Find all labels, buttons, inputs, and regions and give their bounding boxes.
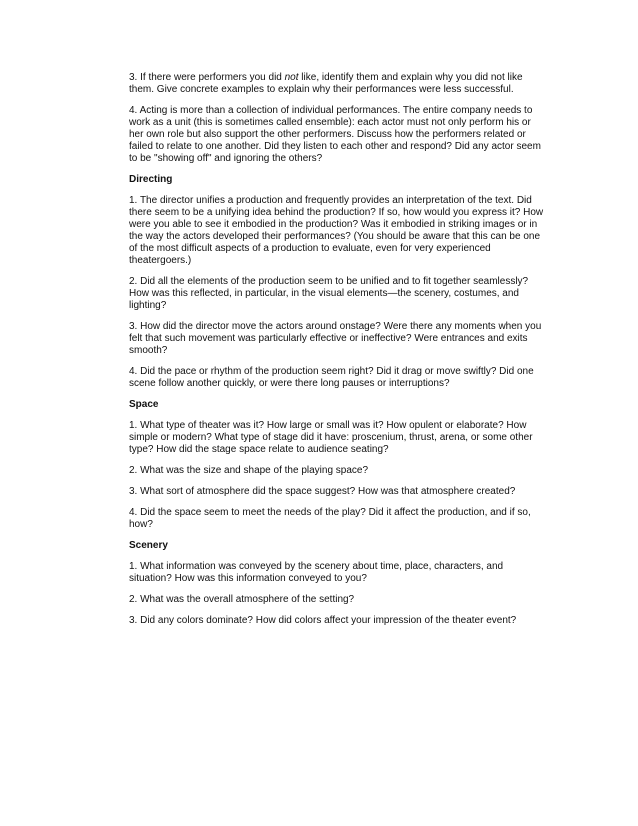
acting-question-4: 4. Acting is more than a collection of individual performances. The entire company needs to work as a unit (this is sometimes called ensemble): each actor must not only perform his or her own role but also support the other performers. Discuss how the performers related or failed to relate to one another. Did they listen to each other and respond? Did any actor seem to be "showing off" and ignoring the others?: [129, 105, 541, 164]
page-content: [129, 72, 547, 636]
acting-question-3-end: like, identify them and explain why you did not like them. Give concrete examples to explain why their performances were less successful.: [129, 72, 523, 95]
scenery-question-2: 2. What was the overall atmosphere of the setting?: [129, 594, 355, 605]
space-question-1: 1. What type of theater was it? How large or small was it? How opulent or elaborate? How simple or modern? What type of stage did it have: proscenium, thrust, arena, or some other type? How did the stage space relate to audience seating?: [129, 420, 533, 455]
directing-question-1: 1. The director unifies a production and frequently provides an interpretation of the text. Did there seem to be a unifying idea behind the production? If so, how would you express it? How were you able to see it embodied in the production? Was it embodied in striking images or in the way the actors developed their performances? (You should be aware that this can be one of the most difficult aspects of a production to evaluate, even for very experienced theatergoers.): [129, 195, 544, 266]
scenery-question-3: 3. Did any colors dominate? How did colors affect your impression of the theater event?: [129, 615, 517, 626]
space-question-2: 2. What was the size and shape of the playing space?: [129, 465, 369, 476]
section-heading-space: Space: [129, 399, 159, 410]
emphasis-not: not: [284, 72, 299, 83]
section-heading-scenery: Scenery: [129, 540, 168, 551]
scenery-question-1: 1. What information was conveyed by the scenery about time, place, characters, and situation? How was this information conveyed to you?: [129, 561, 504, 584]
space-question-4: 4. Did the space seem to meet the needs of the play? Did it affect the production, and if so, how?: [129, 507, 531, 530]
directing-question-4: 4. Did the pace or rhythm of the production seem right? Did it drag or move swiftly? Did one scene follow another quickly, or were there long pauses or interruptions?: [129, 366, 534, 389]
acting-question-3: [129, 72, 547, 96]
directing-question-2: 2. Did all the elements of the production seem to be unified and to fit together seamlessly? How was this reflected, in particular, in the visual elements—the scenery, costumes, and lighting?: [129, 276, 529, 311]
space-question-3: 3. What sort of atmosphere did the space suggest? How was that atmosphere created?: [129, 486, 516, 497]
section-heading-directing: Directing: [129, 174, 173, 185]
acting-question-3-start: 3. If there were performers you did: [129, 72, 285, 83]
directing-question-3: 3. How did the director move the actors around onstage? Were there any moments when you felt that such movement was particularly effective or ineffective? Were entrances and exits smooth?: [129, 321, 542, 356]
